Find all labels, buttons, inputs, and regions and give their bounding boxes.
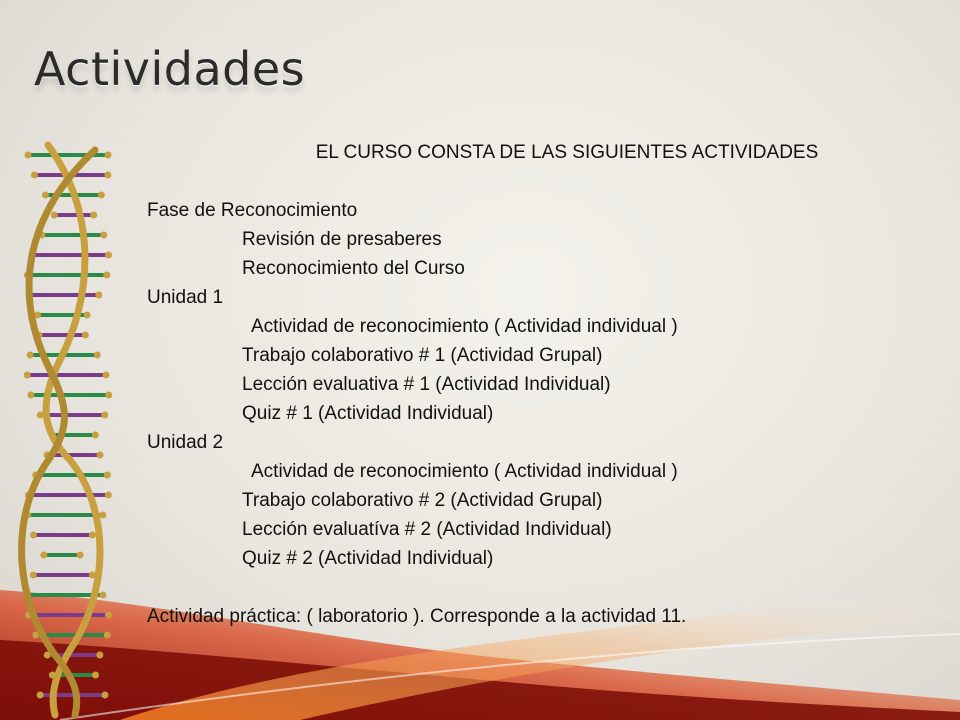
dna-node: [101, 412, 108, 419]
dna-node: [101, 692, 108, 699]
section-heading: EL CURSO CONSTA DE LAS SIGUIENTES ACTIVIDADES: [315, 142, 819, 163]
list-item: Quiz # 1 (Actividad Individual): [242, 403, 494, 424]
list-item: Lección evaluativa # 1 (Actividad Individual): [242, 374, 611, 395]
dna-node: [77, 552, 84, 559]
list-item: Actividad de reconocimiento ( Actividad individual ): [251, 461, 678, 482]
dna-node: [105, 152, 112, 159]
dna-node: [84, 312, 91, 319]
dna-node: [24, 372, 31, 379]
dna-node: [25, 152, 32, 159]
dna-node: [105, 492, 112, 499]
dna-node: [30, 532, 37, 539]
list-item-practice: Actividad práctica: ( laboratorio ). Corresponde a la actividad 11.: [147, 606, 687, 627]
dna-node: [105, 612, 112, 619]
dna-node: [99, 512, 106, 519]
dna-node: [95, 292, 102, 299]
activities-list: [147, 138, 937, 631]
dna-node: [27, 392, 34, 399]
dna-helix-illustration: [0, 130, 140, 720]
dna-node: [94, 352, 101, 359]
dna-node: [104, 172, 111, 179]
dna-node: [97, 452, 104, 459]
dna-node: [98, 192, 105, 199]
list-item: Quiz # 2 (Actividad Individual): [242, 548, 494, 569]
dna-node: [92, 432, 99, 439]
dna-node: [82, 332, 89, 339]
list-item-unit: Unidad 1: [147, 287, 224, 308]
list-item: Reconocimiento del Curso: [242, 258, 465, 279]
dna-node: [89, 532, 96, 539]
dna-node: [103, 272, 110, 279]
list-item-phase: Fase de Reconocimiento: [147, 200, 358, 221]
dna-node: [27, 352, 34, 359]
list-item: Actividad de reconocimiento ( Actividad individual ): [251, 316, 678, 337]
list-item: Trabajo colaborativo # 1 (Actividad Grupal): [242, 345, 603, 366]
dna-node: [92, 672, 99, 679]
dna-node: [100, 232, 107, 239]
dna-node: [37, 692, 44, 699]
dna-node: [105, 392, 112, 399]
dna-node: [90, 212, 97, 219]
list-item: Trabajo colaborativo # 2 (Actividad Grupal): [242, 490, 603, 511]
dna-node: [104, 632, 111, 639]
page-title: Actividades: [34, 42, 306, 96]
dna-node: [42, 192, 49, 199]
dna-node: [30, 572, 37, 579]
dna-node: [103, 372, 110, 379]
dna-node: [105, 252, 112, 259]
list-item: Lección evaluatíva # 2 (Actividad Individual): [242, 519, 612, 540]
dna-node: [31, 172, 38, 179]
dna-node: [51, 212, 58, 219]
dna-strand-left: [46, 145, 100, 715]
dna-node: [96, 652, 103, 659]
dna-node: [104, 472, 111, 479]
dna-node: [40, 552, 47, 559]
list-item-unit: Unidad 2: [147, 432, 224, 453]
dna-node: [99, 592, 106, 599]
list-item: Revisión de presaberes: [242, 229, 442, 250]
